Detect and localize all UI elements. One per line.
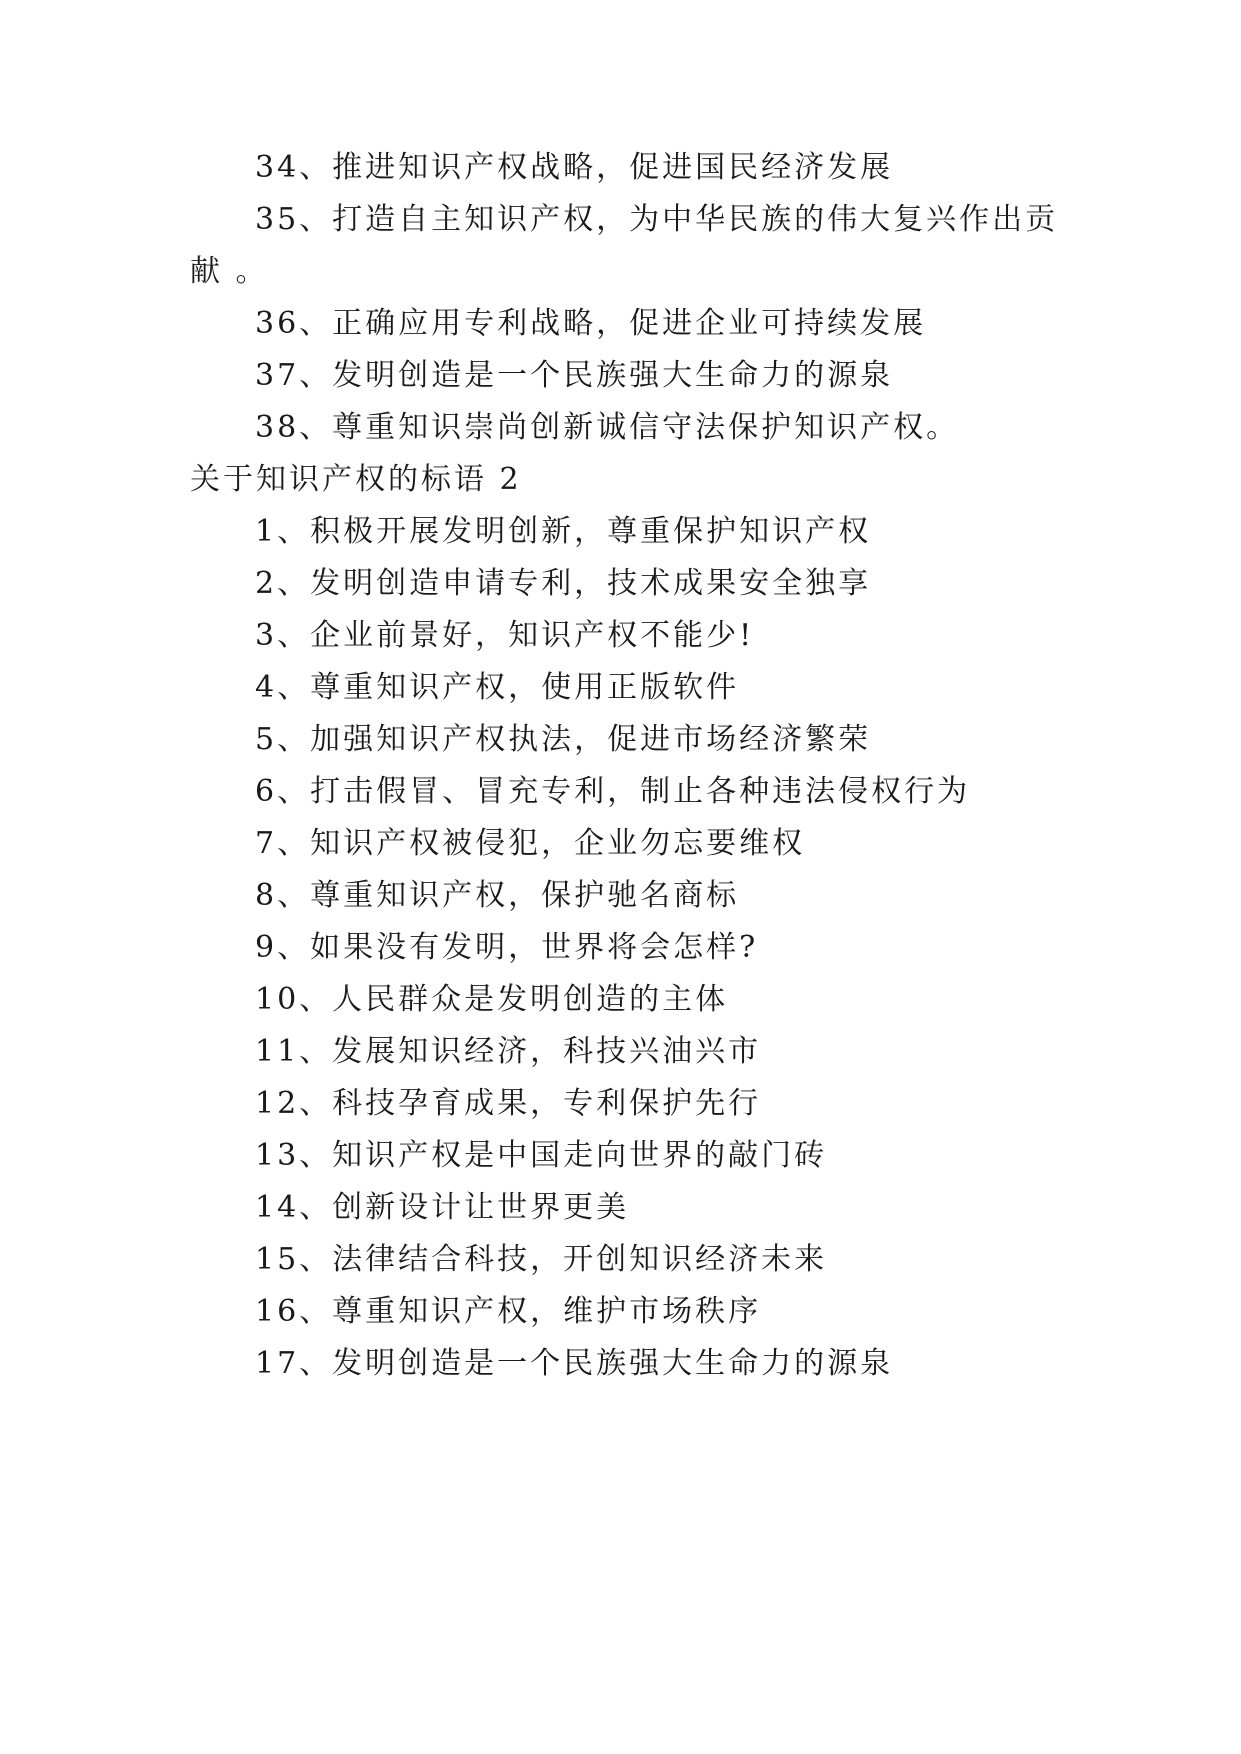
list-item: 7、知识产权被侵犯，企业勿忘要维权 — [255, 826, 806, 861]
list-item: 6、打击假冒、冒充专利，制止各种违法侵权行为 — [255, 774, 971, 809]
list-item: 17、发明创造是一个民族强大生命力的源泉 — [255, 1346, 894, 1381]
slogan-34: 34、推进知识产权战略，促进国民经济发展 — [255, 150, 894, 185]
list-item: 3、企业前景好，知识产权不能少! — [255, 618, 755, 653]
list-item: 5、加强知识产权执法，促进市场经济繁荣 — [255, 722, 872, 757]
slogan-38: 38、尊重知识崇尚创新诚信守法保护知识产权。 — [255, 410, 960, 445]
slogan-37: 37、发明创造是一个民族强大生命力的源泉 — [255, 358, 894, 393]
list-item: 8、尊重知识产权，保护驰名商标 — [255, 878, 740, 913]
list-item: 2、发明创造申请专利，技术成果安全独享 — [255, 566, 872, 601]
list-item: 15、法律结合科技，开创知识经济未来 — [255, 1242, 828, 1277]
list-item: 12、科技孕育成果，专利保护先行 — [255, 1086, 762, 1121]
slogan-36: 36、正确应用专利战略，促进企业可持续发展 — [255, 306, 927, 341]
list-item: 9、如果没有发明，世界将会怎样? — [255, 930, 759, 965]
list-item: 11、发展知识经济，科技兴油兴市 — [255, 1034, 762, 1069]
list-item: 13、知识产权是中国走向世界的敲门砖 — [255, 1138, 828, 1173]
slogan-35-line2: 献 。 — [190, 254, 269, 289]
list-item: 4、尊重知识产权，使用正版软件 — [255, 670, 740, 705]
section-heading: 关于知识产权的标语 2 — [190, 462, 522, 497]
list-item: 1、积极开展发明创新，尊重保护知识产权 — [255, 514, 872, 549]
list-item: 16、尊重知识产权，维护市场秩序 — [255, 1294, 762, 1329]
slogan-35-line1: 35、打造自主知识产权，为中华民族的伟大复兴作出贡 — [255, 202, 1059, 237]
list-item: 10、人民群众是发明创造的主体 — [255, 982, 729, 1017]
list-item: 14、创新设计让世界更美 — [255, 1190, 630, 1225]
